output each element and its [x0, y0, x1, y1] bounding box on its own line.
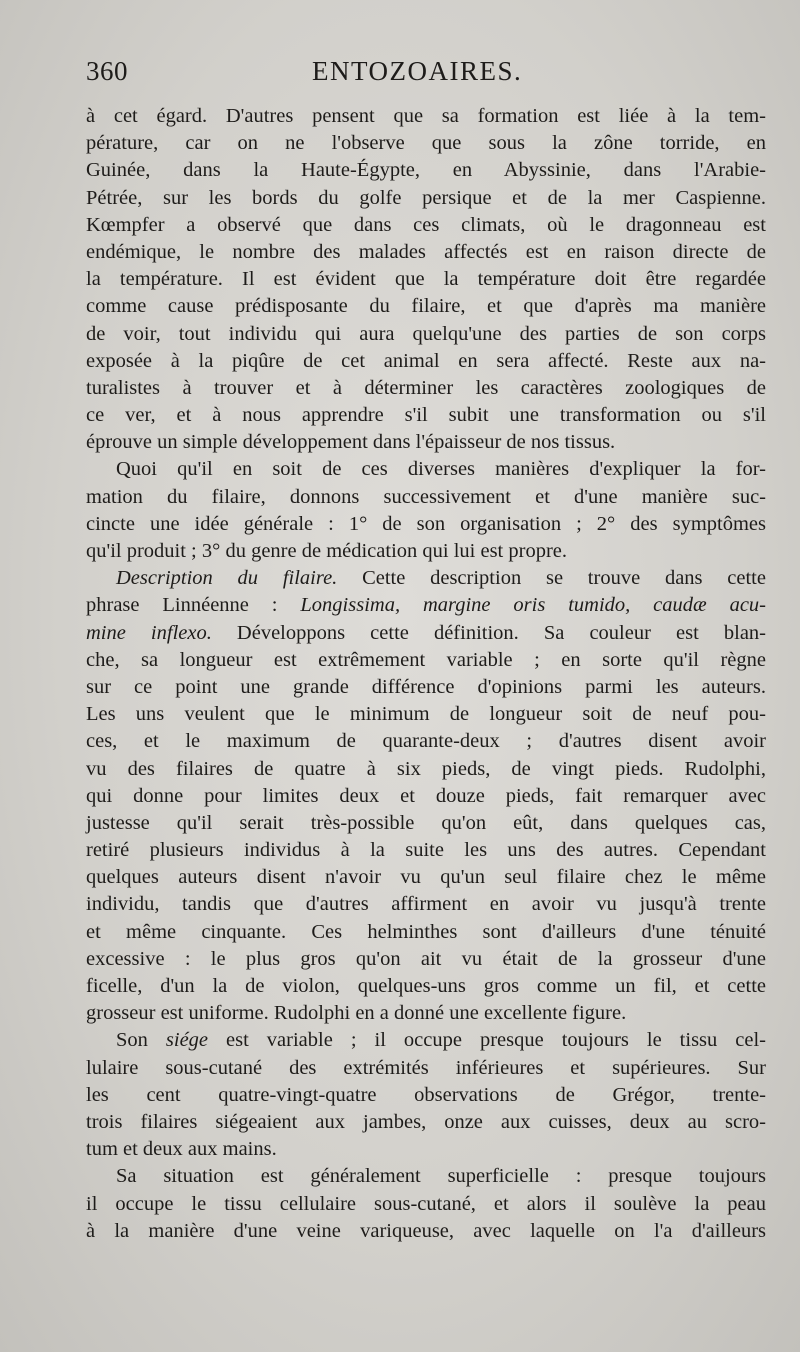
text-line: pérature, car on ne l'observe que sous la zône torride, en — [86, 132, 766, 155]
text-line: justesse qu'il serait très-possible qu'on eût, dans quelques cas, — [86, 811, 766, 834]
text-line: individu, tandis que d'autres affirment en avoir vu jusqu'à trente — [86, 893, 766, 916]
page-header — [86, 56, 766, 96]
text-line: turalistes à trouver et à déterminer les caractères zoologiques de — [86, 376, 766, 399]
text-line: Pétrée, sur les bords du golfe persique et de la mer Caspienne. — [86, 186, 766, 209]
text-line: ce ver, et à nous apprendre s'il subit une transformation ou s'il — [86, 404, 766, 427]
text-line: mine inflexo. Développons cette définition. Sa couleur est blan- — [86, 621, 766, 644]
text-line: à cet égard. D'autres pensent que sa formation est liée à la tem- — [86, 105, 766, 127]
text-line: excessive : le plus gros qu'on ait vu était de la grosseur d'une — [86, 947, 766, 970]
text-line: qui donne pour limites deux et douze pieds, fait remarquer avec — [86, 784, 766, 807]
text-line: lulaire sous-cutané des extrémités inférieures et supérieures. Sur — [86, 1056, 766, 1079]
text-line: vu des filaires de quatre à six pieds, de vingt pieds. Rudolphi, — [86, 757, 766, 780]
text-line: tum et deux aux mains. — [86, 1138, 277, 1161]
text-line: à la manière d'une veine variqueuse, avec laquelle on l'a d'ailleurs — [86, 1219, 766, 1242]
text-line: Son siége est variable ; il occupe presque toujours le tissu cel- — [116, 1029, 766, 1052]
text-line: quelques auteurs disent n'avoir vu qu'un seul filaire chez le même — [86, 866, 766, 889]
text-line: mation du filaire, donnons successivement et d'une manière suc- — [86, 485, 766, 508]
text-line: che, sa longueur est extrêmement variable ; en sorte qu'il règne — [86, 648, 766, 671]
text-line: éprouve un simple développement dans l'épaisseur de nos tissus. — [86, 431, 616, 454]
text-line: comme cause prédisposante du filaire, et que d'après ma manière — [86, 295, 766, 318]
text-line: endémique, le nombre des malades affectés est en raison directe de — [86, 240, 766, 263]
text-line: grosseur est uniforme. Rudolphi en a donné une excellente figure. — [86, 1002, 627, 1025]
text-line: qu'il produit ; 3° du genre de médication qui lui est propre. — [86, 540, 568, 562]
text-line: Kœmpfer a observé que dans ces climats, où le dragonneau est — [86, 213, 766, 236]
text-line: sur ce point une grande différence d'opinions parmi les auteurs. — [86, 675, 766, 698]
text-line: et même cinquante. Ces helminthes sont d'ailleurs d'une ténuité — [86, 920, 766, 943]
text-line: Guinée, dans la Haute-Égypte, en Abyssinie, dans l'Arabie- — [86, 159, 766, 182]
text-line: trois filaires siégeaient aux jambes, onze aux cuisses, deux au scro- — [86, 1110, 766, 1133]
text-line: Sa situation est généralement superficielle : presque toujours — [116, 1165, 766, 1188]
text-line: cincte une idée générale : 1° de son organisation ; 2° des symptômes — [86, 512, 766, 535]
text-line: Quoi qu'il en soit de ces diverses manières d'expliquer la for- — [116, 458, 766, 481]
text-line: phrase Linnéenne : Longissima, margine oris tumido, caudæ acu- — [86, 594, 766, 617]
page-number: 360 — [86, 56, 128, 86]
text-line: les cent quatre-vingt-quatre observations de Grégor, trente- — [86, 1083, 766, 1106]
text-line: Description du filaire. Cette description se trouve dans cette — [116, 567, 766, 590]
body-text — [86, 103, 766, 1245]
text-line: il occupe le tissu cellulaire sous-cutané, et alors il soulève la peau — [86, 1192, 766, 1215]
text-line: la température. Il est évident que la température doit être regardée — [86, 268, 766, 291]
text-line: exposée à la piqûre de cet animal en sera affecté. Reste aux na- — [86, 349, 766, 372]
text-line: ficelle, d'un la de violon, quelques-uns gros comme un fil, et cette — [86, 975, 766, 997]
text-line: Les uns veulent que le minimum de longueur soit de neuf pou- — [86, 703, 766, 726]
text-line: ces, et le maximum de quarante-deux ; d'autres disent avoir — [86, 730, 766, 753]
text-line: retiré plusieurs individus à la suite les uns des autres. Cependant — [86, 839, 766, 862]
text-line: de voir, tout individu qui aura quelqu'une des parties de son corps — [86, 322, 766, 345]
running-title: ENTOZOAIRES. — [312, 56, 523, 86]
